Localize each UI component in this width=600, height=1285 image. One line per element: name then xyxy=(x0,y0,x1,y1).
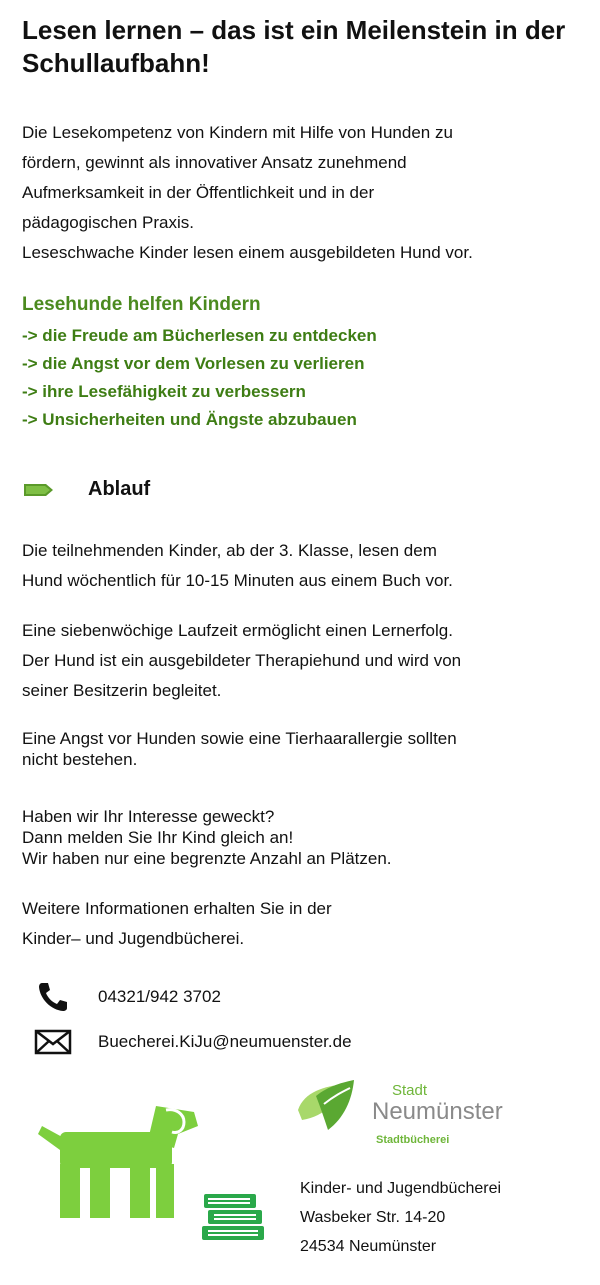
benefit-item: -> ihre Lesefähigkeit zu verbessern xyxy=(22,382,306,401)
intro-line: fördern, gewinnt als innovativer Ansatz zunehmend xyxy=(22,153,407,172)
address-line: 24534 Neumünster xyxy=(300,1238,437,1255)
phone-icon xyxy=(36,980,70,1014)
benefits-section xyxy=(22,294,582,434)
ablauf-line: Eine Angst vor Hunden sowie eine Tierhaarallergie sollten xyxy=(22,729,457,748)
arrow-tag-icon xyxy=(24,482,54,498)
phone-link[interactable]: 04321/942 3702 xyxy=(98,987,221,1006)
info-paragraph xyxy=(22,894,582,954)
ablauf-p2 xyxy=(22,616,582,706)
ablauf-line: seiner Besitzerin begleitet. xyxy=(22,681,222,700)
ablauf-heading-row xyxy=(24,478,150,501)
ablauf-line: Die teilnehmenden Kinder, ab der 3. Klasse, lesen dem xyxy=(22,541,437,560)
ablauf-p3 xyxy=(22,728,582,770)
info-line: Kinder– und Jugendbücherei. xyxy=(22,929,245,948)
logo-sub-label: Stadtbücherei xyxy=(376,1134,450,1146)
ablauf-line: Der Hund ist ein ausgebildeter Therapiehund und wird von xyxy=(22,651,462,670)
dog-icon xyxy=(38,1104,198,1224)
page-title: Lesen lernen – das ist ein Meilenstein in der Schullaufbahn! xyxy=(22,15,566,78)
cta-line: Dann melden Sie Ihr Kind gleich an! xyxy=(22,828,294,847)
intro-line: Aufmerksamkeit in der Öffentlichkeit und in der xyxy=(22,183,375,202)
ablauf-heading: Ablauf xyxy=(88,478,151,500)
address-line: Wasbeker Str. 14-20 xyxy=(300,1209,446,1226)
phone-row xyxy=(36,980,221,1014)
cta-line: Haben wir Ihr Interesse geweckt? xyxy=(22,807,275,826)
address-line: Kinder- und Jugendbücherei xyxy=(300,1180,502,1197)
email-row xyxy=(34,1028,352,1056)
envelope-icon xyxy=(34,1028,72,1056)
benefit-item: -> die Angst vor dem Vorlesen zu verlieren xyxy=(22,354,365,373)
email-link[interactable]: Buecherei.KiJu@neumuenster.de xyxy=(98,1032,352,1051)
intro-line: Leseschwache Kinder lesen einem ausgebildeten Hund vor. xyxy=(22,243,473,262)
intro-line: pädagogischen Praxis. xyxy=(22,213,195,232)
intro-paragraph xyxy=(22,118,582,268)
logo-stadt-label: Stadt xyxy=(392,1082,428,1099)
address-block xyxy=(300,1174,590,1261)
ablauf-line: nicht bestehen. xyxy=(22,750,138,769)
leaf-logo-icon xyxy=(294,1078,358,1134)
benefit-item: -> die Freude am Bücherlesen zu entdecken xyxy=(22,326,377,345)
intro-line: Die Lesekompetenz von Kindern mit Hilfe von Hunden zu xyxy=(22,123,453,142)
info-line: Weitere Informationen erhalten Sie in der xyxy=(22,899,332,918)
ablauf-line: Hund wöchentlich für 10-15 Minuten aus einem Buch vor. xyxy=(22,571,453,590)
logo-city-label: Neumünster xyxy=(372,1098,503,1125)
stadtbuecherei-logo xyxy=(294,1078,554,1158)
books-icon xyxy=(200,1190,266,1242)
ablauf-line: Eine siebenwöchige Laufzeit ermöglicht einen Lernerfolg. xyxy=(22,621,453,640)
cta-paragraph xyxy=(22,806,582,869)
benefit-item: -> Unsicherheiten und Ängste abzubauen xyxy=(22,410,357,429)
ablauf-p1 xyxy=(22,536,582,596)
benefits-heading: Lesehunde helfen Kindern xyxy=(22,294,261,315)
cta-line: Wir haben nur eine begrenzte Anzahl an Plätzen. xyxy=(22,849,392,868)
